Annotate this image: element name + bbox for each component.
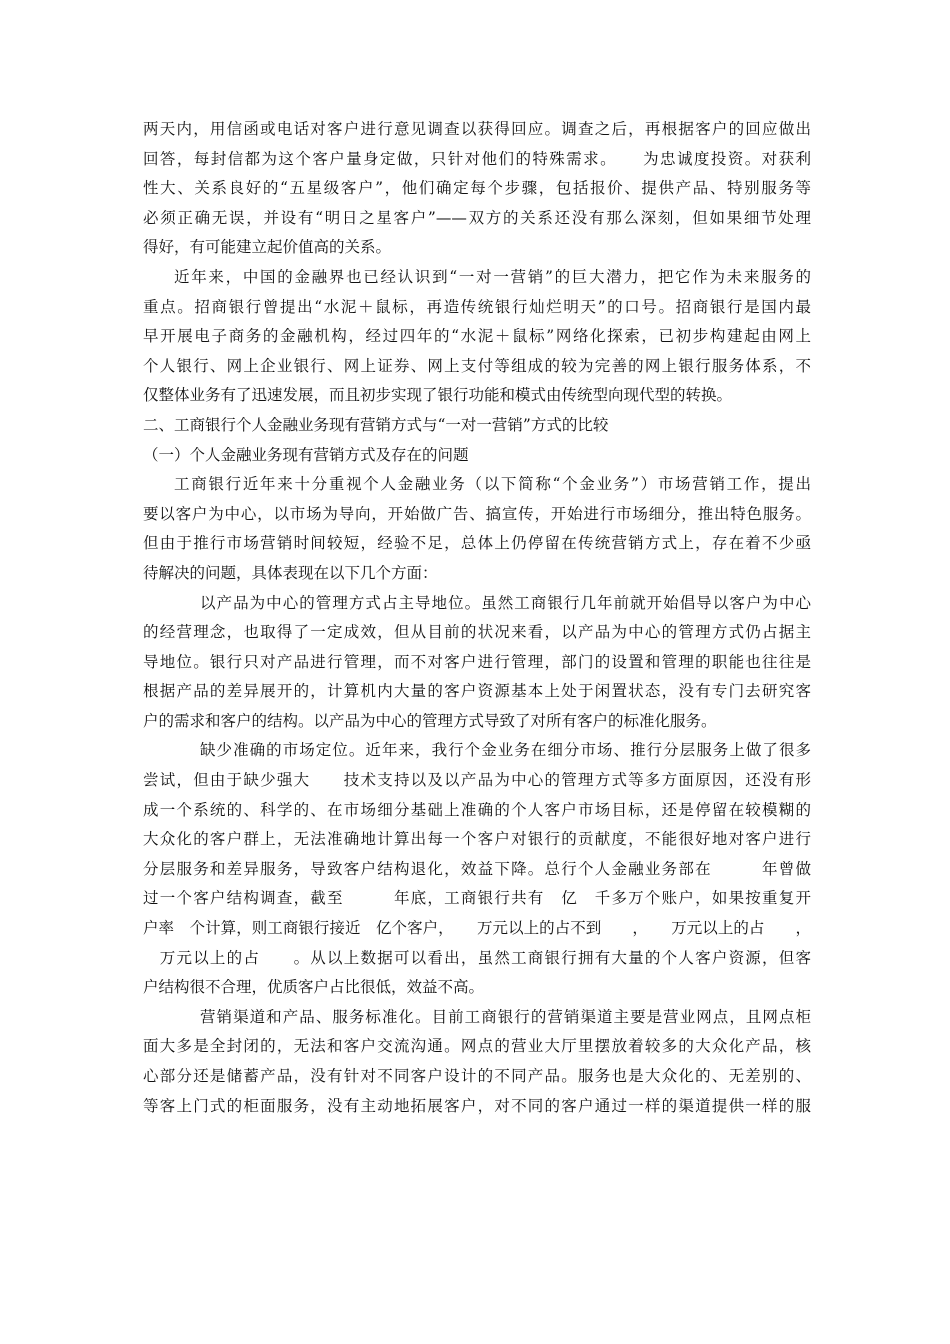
text-line: 营销渠道和产品、服务标准化。目前工商银行的营销渠道主要是营业网点，且网点柜 [200, 1007, 811, 1026]
text-line: 户结构很不合理，优质客户占比很低，效益不高。 [143, 978, 485, 997]
section-heading: 二、工商银行个人金融业务现有营销方式与“一对一营销”方式的比较 [143, 415, 609, 434]
text-line: 必须正确无误，并设有“明日之星客户”——双方的关系还没有那么深刻，但如果细节处理 [143, 208, 811, 227]
text-line: 得好，有可能建立起价值高的关系。 [143, 238, 392, 257]
text-line: 个人银行、网上企业银行、网上证券、网上支付等组成的较为完善的网上银行服务体系，不 [143, 356, 811, 375]
text-line: 面大多是全封闭的，无法和客户交流沟通。网点的营业大厅里摆放着较多的大众化产品，核 [143, 1037, 811, 1056]
text-line: 缺少准确的市场定位。近年来，我行个金业务在细分市场、推行分层服务上做了很多 [200, 741, 811, 760]
text-line: 待解决的问题，具体表现在以下几个方面： [143, 563, 438, 582]
subsection-heading: （一）个人金融业务现有营销方式及存在的问题 [143, 445, 469, 464]
text-line: 早开展电子商务的金融机构，经过四年的“水泥＋鼠标”网络化探索，已初步构建起由网上 [143, 327, 811, 346]
text-line: 近年来，中国的金融界也已经认识到“一对一营销”的巨大潜力，把它作为未来服务的 [174, 267, 811, 286]
text-line: 要以客户为中心，以市场为导向，开始做广告、搞宣传，开始进行市场细分，推出特色服务。 [143, 504, 811, 523]
text-line: 过一个客户结构调查，截至 年底，工商银行共有 亿 千多万个账户，如果按重复开 [143, 889, 811, 908]
text-line: 工商银行近年来十分重视个人金融业务（以下简称“个金业务”）市场营销工作，提出 [174, 475, 811, 494]
text-line: 大众化的客户群上，无法准确地计算出每一个客户对银行的贡献度，不能很好地对客户进行 [143, 830, 811, 849]
text-line: 的经营理念，也取得了一定成效，但从目前的状况来看，以产品为中心的管理方式仍占据主 [143, 623, 811, 642]
text-line: 以产品为中心的管理方式占主导地位。虽然工商银行几年前就开始倡导以客户为中心 [200, 593, 811, 612]
text-line: 成一个系统的、科学的、在市场细分基础上准确的个人客户市场目标，还是停留在较模糊的 [143, 800, 811, 819]
text-line: 重点。招商银行曾提出“水泥＋鼠标，再造传统银行灿烂明天”的口号。招商银行是国内最 [143, 297, 811, 316]
text-line: 心部分还是储蓄产品，没有针对不同客户设计的不同产品。服务也是大众化的、无差别的、 [143, 1067, 811, 1085]
text-line: 户的需求和客户的结构。以产品为中心的管理方式导致了对所有客户的标准化服务。 [143, 711, 717, 730]
text-line: 万元以上的占 。从以上数据可以看出，虽然工商银行拥有大量的个人客户资源，但客 [143, 948, 811, 967]
text-line: 仅整体业务有了迅速发展，而且初步实现了银行功能和模式由传统型向现代型的转换。 [143, 386, 733, 405]
text-line: 但由于推行市场营销时间较短，经验不足，总体上仍停留在传统营销方式上，存在着不少亟 [143, 534, 811, 553]
document-page [143, 115, 811, 1121]
text-line: 导地位。银行只对产品进行管理，而不对客户进行管理，部门的设置和管理的职能也往往是 [143, 652, 811, 671]
text-line: 回答，每封信都为这个客户量身定做，只针对他们的特殊需求。 为忠诚度投资。对获利 [143, 149, 811, 168]
text-line: 分层服务和差异服务，导致客户结构退化，效益下降。总行个人金融业务部在 年曾做 [143, 859, 811, 878]
text-line: 等客上门式的柜面服务，没有主动地拓展客户，对不同的客户通过一样的渠道提供一样的服 [143, 1096, 811, 1115]
text-line: 性大、关系良好的“五星级客户”，他们确定每个步骤，包括报价、提供产品、特别服务等 [143, 179, 811, 198]
text-line: 根据产品的差异展开的，计算机内大量的客户资源基本上处于闲置状态，没有专门去研究客 [143, 682, 811, 701]
text-line: 两天内，用信函或电话对客户进行意见调查以获得回应。调查之后，再根据客户的回应做出 [143, 120, 811, 138]
text-line: 户率 个计算，则工商银行接近 亿个客户， 万元以上的占不到 ， 万元以上的占 ， [143, 919, 811, 938]
text-line: 尝试，但由于缺少强大 技术支持以及以产品为中心的管理方式等多方面原因，还没有形 [143, 771, 811, 790]
